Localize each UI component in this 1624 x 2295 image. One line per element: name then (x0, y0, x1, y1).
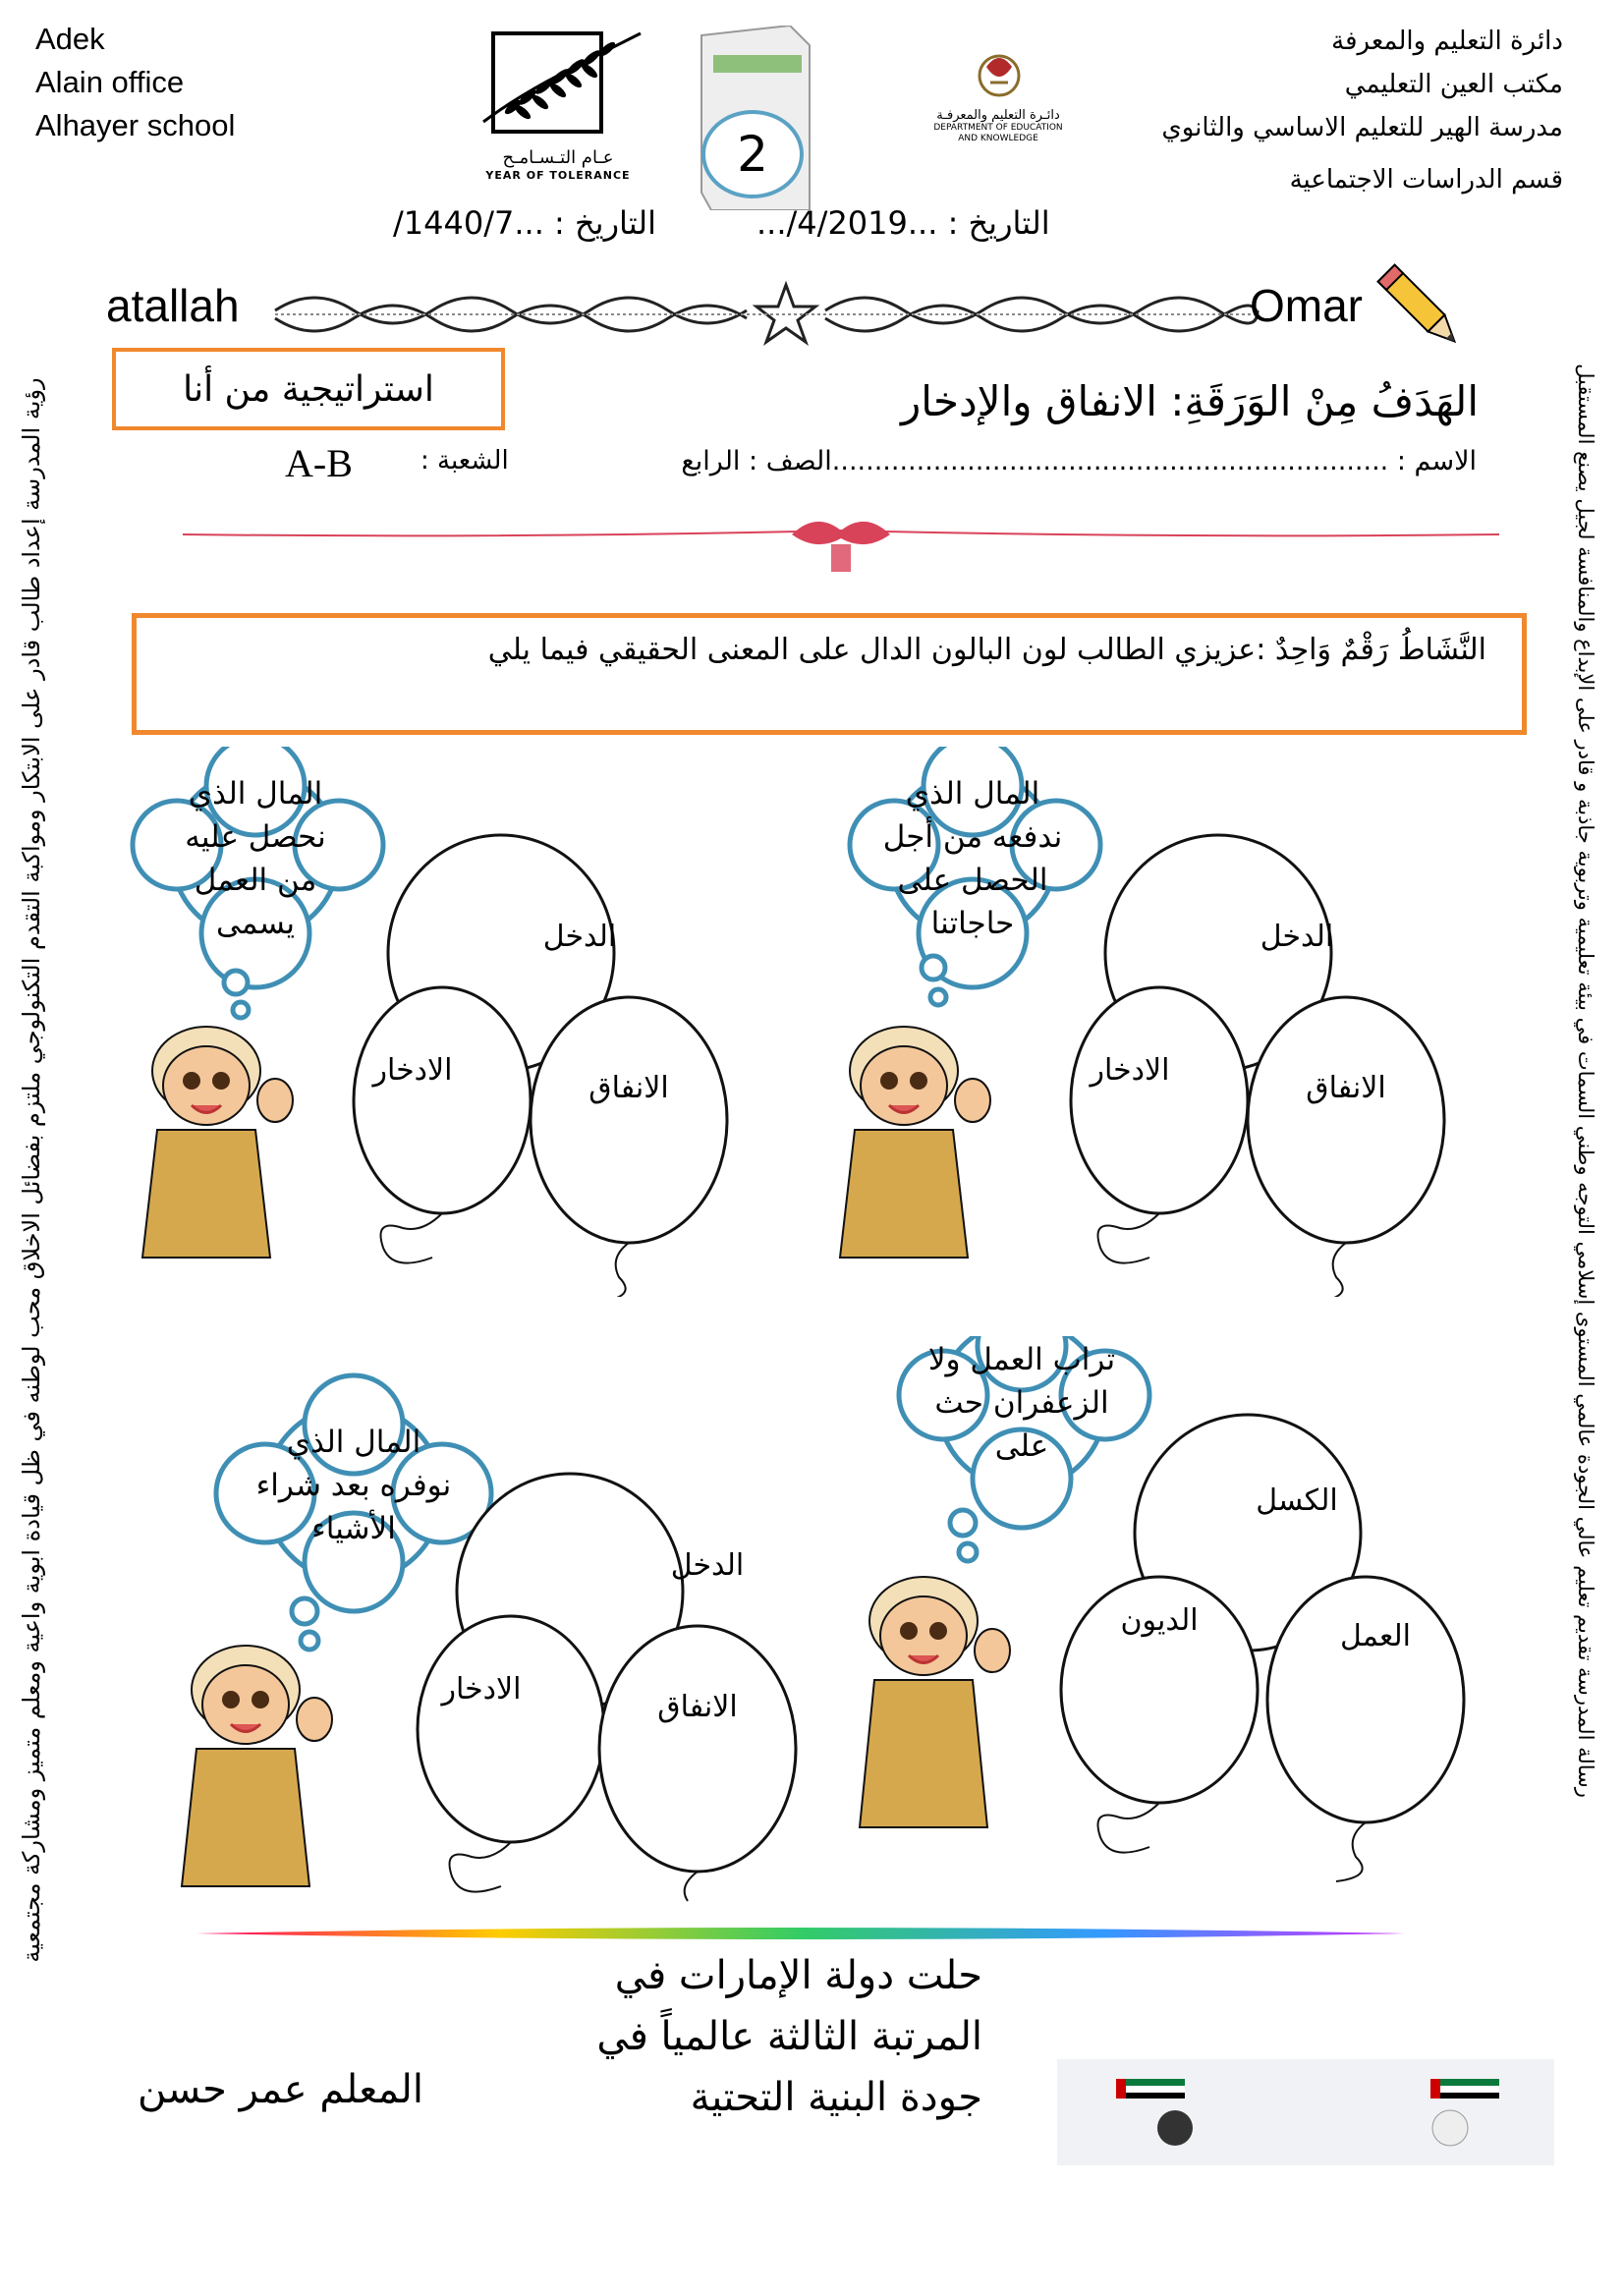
cloud-text (226, 1421, 481, 1550)
decorative-divider (183, 509, 1499, 588)
balloon-option[interactable]: الادخار (372, 1053, 453, 1088)
cloud-line: المال الذي (286, 1425, 421, 1460)
footer-line: جودة البنية التحتية (690, 2075, 982, 2120)
cloud-line: الأشياء (311, 1511, 396, 1546)
school-mission-text: رسالة المدرسة تقديم تعليم عالي الجودة عالمي المستوى إسلامي التوجه وطني السمات في بيئة تعليمية وتربوية جاذبة و قادر على الإبداع والمنافسة لجيل يصنع المستقبل (1574, 364, 1597, 1798)
activity-box (132, 613, 1527, 735)
emblem-icon (977, 47, 1022, 104)
balloon-option[interactable]: الادخار (441, 1672, 522, 1707)
rainbow-divider (196, 1922, 1405, 1945)
balloon-option[interactable]: الانفاق (657, 1690, 738, 1724)
cloud-line: المال الذي (905, 776, 1040, 812)
adek-name-en: DEPARTMENT OF EDUCATION (933, 123, 1063, 133)
student-name-left: atallah (106, 280, 240, 331)
balloon-option[interactable]: الادخار (1090, 1053, 1170, 1088)
cloud-text (904, 1338, 1140, 1468)
cloud-text (147, 772, 364, 945)
sheet-number-badge: 2 (701, 110, 804, 198)
boy-icon (182, 1646, 332, 1886)
adek-logo (920, 47, 1077, 165)
balloon-option[interactable]: الدخل (1260, 920, 1334, 954)
boy-icon (142, 1027, 293, 1258)
cloud-line: نوفره بعد شراء (255, 1468, 452, 1503)
header-en-line: Alhayer school (35, 108, 236, 142)
header-en-line: Adek (35, 22, 105, 56)
pencil-icon (1375, 257, 1474, 365)
school-vision-text: رؤية المدرسة إعداد طالب قادر على الابتكار ومواكبة التقدم التكنولوجي ملتزم بفضائل الاخلاق محب لوطنه في ظل قيادة ابوية واعية ومعلم متميز ومشاركة مجتمعية (18, 377, 45, 1963)
question-2 (118, 747, 825, 1297)
cloud-line: يسمى (215, 906, 296, 941)
uae-flag-illustration (1057, 2059, 1554, 2165)
balloon-option[interactable]: العمل (1339, 1619, 1411, 1653)
header-arabic (1013, 20, 1563, 149)
header-en-line: Alain office (35, 65, 185, 99)
cloud-line: تراب العمل ولا (927, 1342, 1116, 1377)
cloud-line: نحصل عليه (185, 819, 326, 855)
tolerance-caption-en: YEAR OF TOLERANCE (485, 169, 631, 182)
cloud-line: الزعفران حث (934, 1385, 1109, 1421)
question-1 (835, 747, 1542, 1297)
balloon-option[interactable]: الكسل (1256, 1483, 1338, 1518)
activity-instruction: النَّشَاطُ رَقْمٌ وَاحِدٌ :عزيزي الطالب لون البالون الدال على المعنى الحقيقي فيما يلي (487, 633, 1486, 667)
uae-ranking-text (531, 1945, 982, 2128)
footer-line: المرتبة الثالثة عالمياً في (596, 2014, 982, 2059)
worksheet-goal: الهَدَفُ مِنْ الوَرَقَةِ: الانفاق والإدخار (900, 377, 1479, 425)
student-name-field: الاسم : ..................................................................الصف : الرابع (681, 446, 1477, 476)
footer-line: حلت دولة الإمارات في (614, 1953, 982, 1998)
cloud-line: على (994, 1428, 1049, 1464)
balloon-option[interactable]: الديون (1120, 1603, 1199, 1638)
section-value: A-B (285, 441, 353, 485)
header-ar-line: مدرسة الهير للتعليم الاساسي والثانوي (1161, 113, 1563, 142)
header-ar-line: مكتب العين التعليمي (1344, 70, 1563, 99)
date-gregorian: التاريخ : ...4/2019/... (756, 204, 1050, 242)
header-english (35, 18, 235, 147)
date-hijri: التاريخ : ...1440/7/ (393, 204, 657, 242)
question-3 (835, 1336, 1542, 1886)
question-4 (118, 1356, 825, 1906)
section-label: الشعبة : (420, 446, 509, 476)
cloud-line: من العمل (194, 863, 317, 898)
cloud-line: حاجاتنا (930, 906, 1015, 941)
header-ar-line: دائرة التعليم والمعرفة (1331, 27, 1563, 56)
student-name-right: Omar (1250, 280, 1363, 331)
cloud-line: المال الذي (188, 776, 323, 812)
cloud-line: ندفعه من أجل (882, 819, 1063, 855)
adek-name-ar: دائـرة التعليم والمعرفـة (936, 108, 1060, 123)
boy-icon (860, 1577, 1010, 1827)
balloon-option[interactable]: الانفاق (1306, 1071, 1386, 1105)
cloud-line: الحصل على (897, 863, 1048, 898)
strategy-box: استراتيجية من أنا (112, 348, 505, 430)
tolerance-caption-ar: عـام التـسـامـح (502, 147, 614, 168)
cloud-text (865, 772, 1081, 945)
balloon-option[interactable]: الدخل (670, 1548, 745, 1583)
department-label: قسم الدراسات الاجتماعية (1289, 165, 1563, 195)
year-of-tolerance-logo (454, 14, 662, 183)
boy-icon (840, 1027, 990, 1258)
ghaf-tree-icon (454, 14, 662, 147)
balloon-option[interactable]: الانفاق (588, 1071, 669, 1105)
adek-name-en: AND KNOWLEDGE (958, 134, 1038, 143)
teacher-name: المعلم عمر حسن (138, 2067, 423, 2112)
balloon-option[interactable]: الدخل (542, 920, 617, 954)
